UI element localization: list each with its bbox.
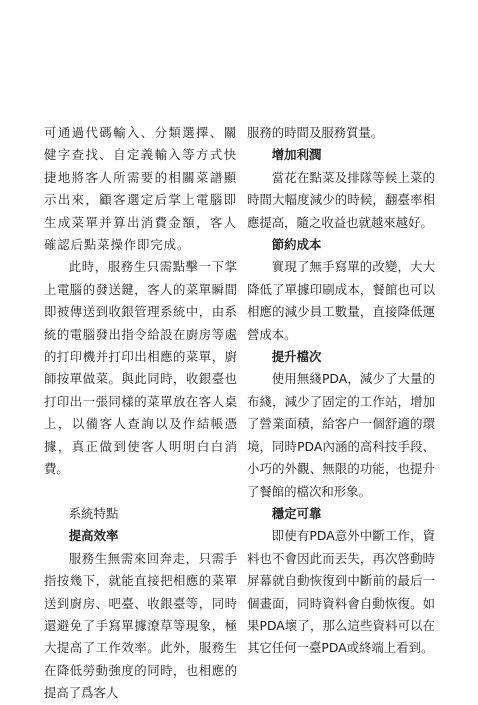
blank-line — [44, 481, 237, 503]
left-column — [44, 122, 237, 705]
subheading: 穩定可靠 — [271, 505, 322, 521]
subheading: 增加利潤 — [271, 147, 322, 163]
section-title: 系統特點 — [68, 505, 119, 521]
body-paragraph: 使用無綫PDA，減少了大量的布綫，減少了固定的工作站，增加了營業面積，給客户一個舒適的環境，同時PDA內涵的高科技手段、小巧的外觀、無限的功能，也提升了餐館的檔次和形象。 — [247, 371, 435, 499]
body-paragraph: 即使有PDA意外中斷工作，資料也不會因此而丟失，再次啓動時屏幕就自動恢復到中斷前的最后一個畫面，同時資料會自動恢復。如果PDA壞了，那么這些資料可以在其它任何一臺PDA或終端上看到。 — [247, 528, 435, 656]
body-paragraph: 實現了無手寫單的改變，大大降低了單據印刷成本，餐館也可以相應的減少員工數量，直接降低運營成本。 — [247, 259, 435, 342]
subheading: 節約成本 — [271, 237, 322, 253]
body-paragraph: 此時，服務生只需點擊一下掌上電腦的發送鍵，客人的菜單瞬間即被傳送到收銀管理系統中，由系統的電腦發出指令給設在廚房等處的打印機并打印出相應的菜單，廚師按單做菜。與此同時，收銀臺也打印出一張同樣的菜單放在客人桌上，以備客人查詢以及作結帳憑據，真正做到使客人明明白白消費。 — [44, 259, 237, 477]
body-paragraph: 服務的時間及服務質量。 — [247, 125, 384, 140]
body-paragraph: 服務生無需來回奔走，只需手指按幾下，就能直接把相應的菜單送到廚房、吧臺、收銀臺等，同時還避免了手寫單據潦草等現象，極大提高了工作效率。此外，服務生在降低勞動強度的同時，也相應的提高了爲客人 — [44, 550, 237, 701]
body-paragraph: 可通過代碼輸入、分類選擇、關健字查找、自定義輸入等方式快捷地將客人所需要的相關菜譜顯示出來，顧客選定后掌上電腦即生成菜單并算出消費金額，客人確認后點菜操作即完成。 — [44, 125, 237, 253]
subheading: 提高效率 — [68, 528, 119, 544]
body-paragraph: 當花在點菜及排隊等候上菜的時間大幅度減少的時候，翻臺率相應提高，隨之收益也就越來越好。 — [247, 169, 435, 230]
subheading: 提升檔次 — [271, 349, 322, 365]
right-column — [247, 122, 435, 660]
